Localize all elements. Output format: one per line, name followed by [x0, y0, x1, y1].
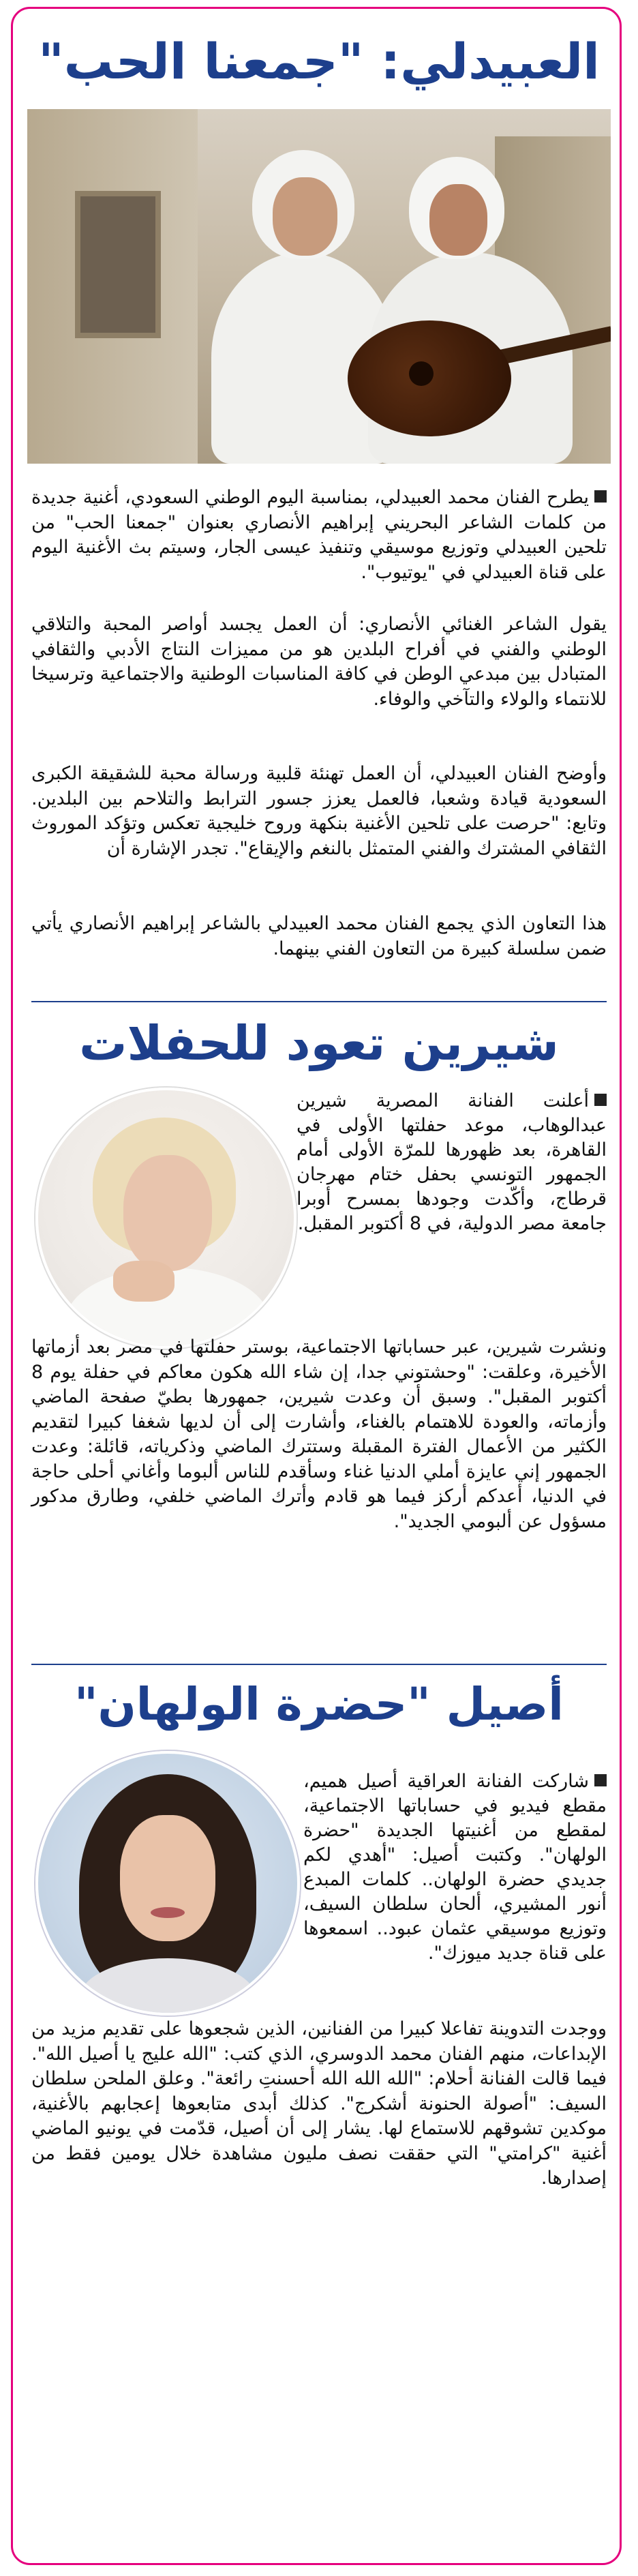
article1-paragraph-3: وأوضح الفنان العبيدلي، أن العمل تهنئة قلبية ورسالة محبة للشقيقة الكبرى السعودية قيادة وشعبا، فالعمل يعزز جسور الترابط والتلاحم بين البلدين. وتابع: "حرصت على تلحين الأغنية بنكهة وروح خليجية تعكس وتؤكد الموروث الثقافي المشترك والفني المتمثل بالنغم والإيقاع". تجدر الإشارة أن — [31, 763, 607, 859]
bullet-icon — [594, 490, 607, 503]
article3-photo — [35, 1751, 300, 2016]
article1-photo — [27, 109, 611, 464]
article3-headline: أصيل "حضرة الولهان" — [74, 1678, 564, 1731]
bullet-icon — [594, 1094, 607, 1106]
article1-paragraph-1: يطرح الفنان محمد العبيدلي، بمناسبة اليوم الوطني السعودي، أغنية جديدة من كلمات الشاعر البحريني إبراهيم الأنصاري بعنوان "جمعنا الحب" من تلحين العبيدلي وتوزيع موسيقي وتنفيذ عيسى الجار، وسيتم بث الأغنية اليوم على قناة العبيدلي في "يوتيوب". — [31, 487, 607, 583]
article3-intro: شاركت الفنانة العراقية أصيل هميم، مقطع فيديو في حساباتها الاجتماعية، لمقطع من أغنيتها الجديدة "حضرة الولهان". وكتبت أصيل: "أهدي لكم جديدي حضرة الولهان.. كلمات المبدع أنور المشيري، ألحان سلطان السيف، وتوزيع موسيقي عثمان عبود.. اسمعوها على قناة جديد ميوزك". — [303, 1771, 607, 1964]
bullet-icon — [594, 1774, 607, 1786]
article3-body: ووجدت التدوينة تفاعلا كبيرا من الفنانين، الذين شجعوها على تقديم مزيد من الإبداعات، منهم الفنان محمد الدوسري، الذي كتب: "الله عليج يا أصيل الله". فيما قالت الفنانة أحلام: "الله الله الله أحسنتِ رائعة". وعلق الملحن سلطان السيف: "أصولة الحنونة أشكرج". كذلك أبدى متابعوها إعجابهم بالأغنية، موكدين تشوقهم للاستماع لها. يشار إلى أن أصيل، قدّمت في يونيو الماضي أغنية "كرامتي" التي حققت نصف مليون مشاهدة خلال يومين فقط من إصدارها. — [31, 2018, 607, 2189]
article1-headline: العبيدلي: "جمعنا الحب" — [38, 33, 600, 90]
article2-headline: شيرين تعود للحفلات — [79, 1015, 559, 1071]
article2-photo — [35, 1088, 297, 1349]
section-divider — [31, 1664, 607, 1665]
article2-body: ونشرت شيرين، عبر حساباتها الاجتماعية، بوستر حفلتها في مصر بعد أزماتها الأخيرة، وعلقت: "وحشتوني جدا، إن شاء الله هكون معاكم في حفلة يوم 8 أكتوبر المقبل". وسبق أن وعدت شيرين، جمهورها بطيّ صفحة الماضي وأزماته، والعودة للاهتمام بالغناء، وأشارت إلى أن لديها شغفا كبيرا لتقديم الكثير من الأعمال الفترة المقبلة وستترك الماضي وذكرياته، قائلة: وعدت الجمهور إني عايزة أملي الدنيا غناء وسأقدم للناس ألبوما وأغاني أحلى حاجة في الدنيا، أعدكم أركز فيما هو قادم وأترك الماضي خلفي، وطارق مدكور مسؤول عن ألبومي الجديد". — [31, 1336, 607, 1532]
article1-paragraph-2: يقول الشاعر الغنائي الأنصاري: أن العمل يجسد أواصر المحبة والتلاقي الوطني والفني في أفراح البلدين هو من مميزات النتاج الأدبي والثقافي المتبادل بين مبدعي الوطن في كافة المناسبات الوطنية والاجتماعية وترسيخا للانتماء والولاء والتآخي والوفاء. — [31, 614, 607, 710]
article1-paragraph-4: هذا التعاون الذي يجمع الفنان محمد العبيدلي بالشاعر إبراهيم الأنصاري يأتي ضمن سلسلة كبيرة من التعاون الفني بينهما. — [31, 913, 607, 959]
article2-intro: أعلنت الفنانة المصرية شيرين عبدالوهاب، موعد حفلتها الأولى في القاهرة، بعد ظهورها للمرّة الأولى أمام الجمهور التونسي بحفل ختام مهرجان قرطاج، وأكّدت وجودها بمسرح أوبرا جامعة مصر الدولية، في 8 أكتوبر المقبل. — [297, 1090, 607, 1234]
section-divider — [31, 1001, 607, 1002]
